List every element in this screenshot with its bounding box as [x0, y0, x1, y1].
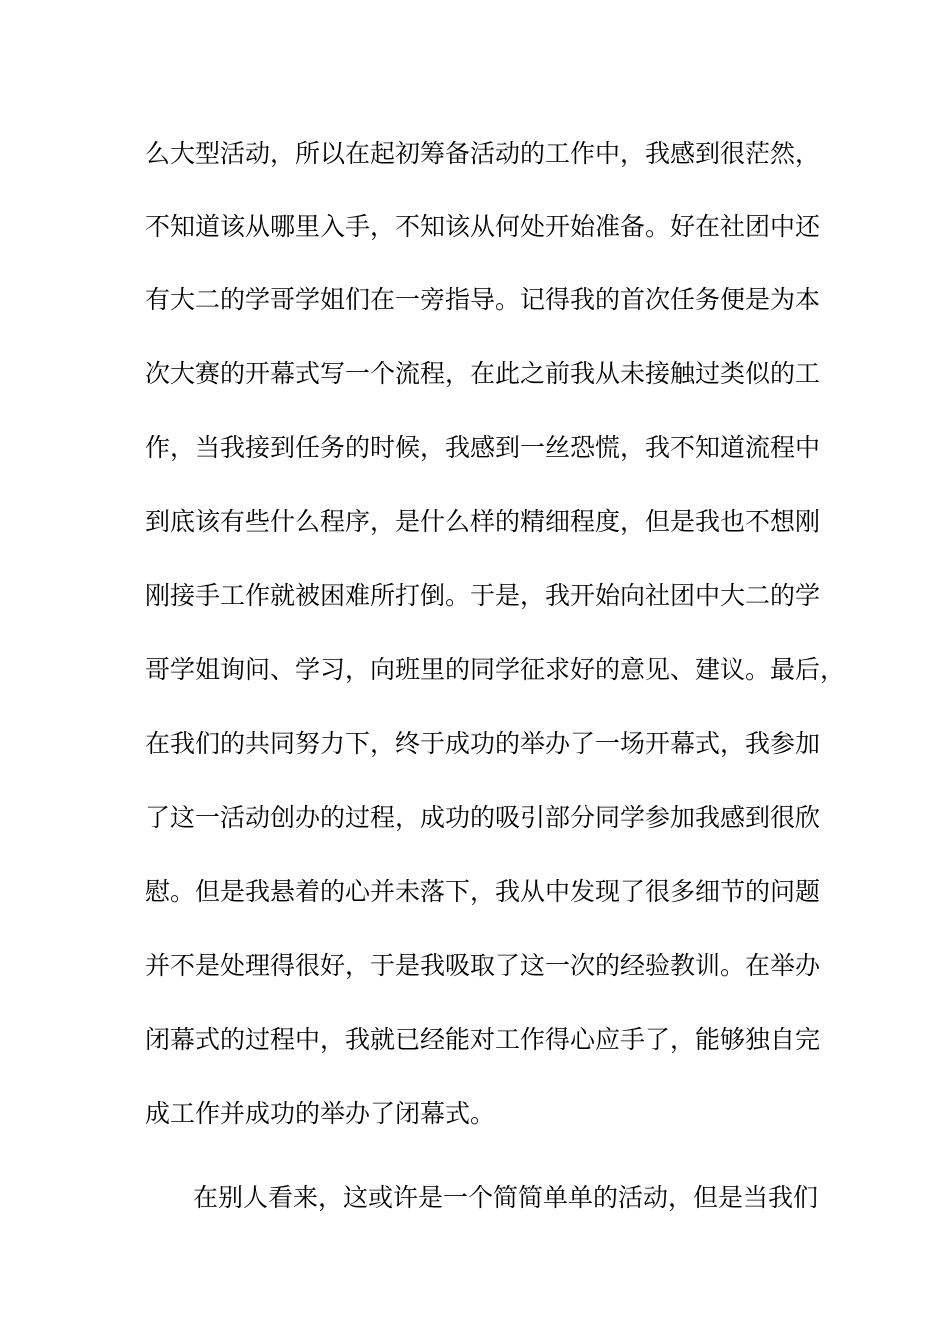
paragraph-line-1: 么大型活动，所以在起初筹备活动的工作中，我感到很茫然， — [145, 139, 821, 168]
paragraph-line-10: 了这一活动创办的过程，成功的吸引部分同学参加我感到很欣 — [145, 803, 821, 832]
paragraph-line-3: 有大二的学哥学姐们在一旁指导。记得我的首次任务便是为本 — [145, 285, 821, 314]
paragraph-line-14: 成工作并成功的举办了闭幕式。 — [145, 1099, 496, 1128]
paragraph-line-6: 到底该有些什么程序，是什么样的精细程度，但是我也不想刚 — [145, 507, 821, 536]
paragraph-line-5: 作，当我接到任务的时候，我感到一丝恐慌，我不知道流程中 — [145, 433, 821, 462]
paragraph-line-11: 慰。但是我悬着的心并未落下，我从中发现了很多细节的问题 — [145, 877, 821, 906]
paragraph-line-7: 刚接手工作就被困难所打倒。于是，我开始向社团中大二的学 — [145, 581, 821, 610]
paragraph-line-15: 在别人看来，这或许是一个简简单单的活动，但是当我们 — [193, 1183, 819, 1212]
paragraph-line-8: 哥学姐询问、学习，向班里的同学征求好的意见、建议。最后， — [145, 655, 846, 684]
paragraph-line-4: 次大赛的开幕式写一个流程，在此之前我从未接触过类似的工 — [145, 359, 821, 388]
paragraph-line-2: 不知道该从哪里入手，不知该从何处开始准备。好在社团中还 — [145, 212, 821, 241]
paragraph-line-13: 闭幕式的过程中，我就已经能对工作得心应手了，能够独自完 — [145, 1025, 821, 1054]
paragraph-line-9: 在我们的共同努力下，终于成功的举办了一场开幕式，我参加 — [145, 729, 821, 758]
paragraph-line-12: 并不是处理得很好，于是我吸取了这一次的经验教训。在举办 — [145, 951, 821, 980]
